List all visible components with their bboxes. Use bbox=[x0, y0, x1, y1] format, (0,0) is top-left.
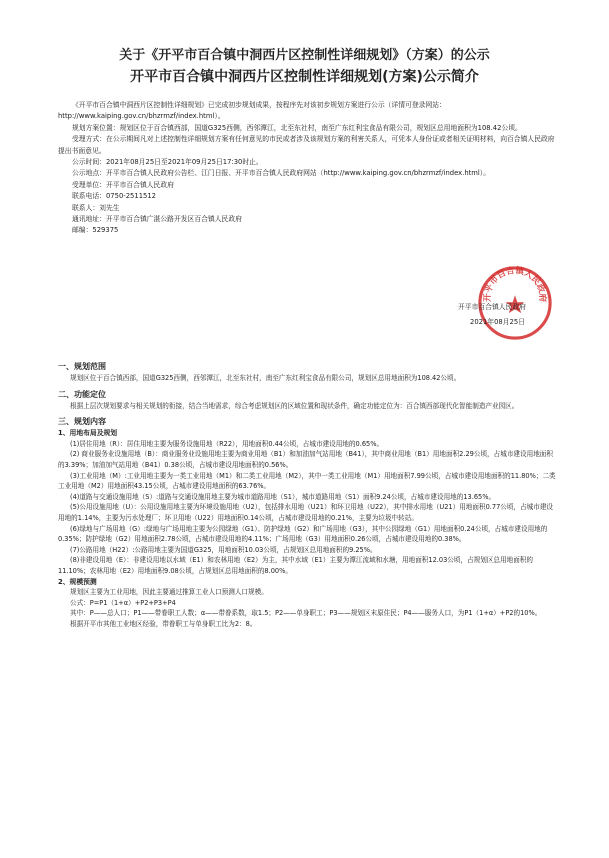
seal-text: 开平市百合镇人民政府 bbox=[482, 265, 548, 303]
population-formula: 公式：P=P1（1+α）+P2+P3+P4 bbox=[70, 598, 176, 607]
notice-intro bbox=[58, 100, 557, 237]
population-ratio: 根据开平市其他工业地区经验，带眷职工与单身职工比为2：8。 bbox=[70, 619, 257, 628]
population-text: 规划区主要为工业用地，因此主要通过推算工业人口预测人口规模。 bbox=[70, 588, 268, 597]
land-use-item: (5)公用设施用地（U）：公用设施用地主要为环境设施用地（U2），包括排水用地（U21）和环卫用地（U22），其中排水用地（U21）用地面积0.77公顷，占城市建设用地的1.14%，主要为污水处理厂；环卫用地（U22）用地面积0.14公顷，占城市建设用地的0.21%，主要为垃圾中转站。 bbox=[58, 503, 554, 522]
notice-title: 关于《开平市百合镇中洞西片区控制性详细规划》（方案）的公示 bbox=[119, 48, 490, 63]
land-use-item: (2) 商业服务业设施用地（B）：商业服务业设施用地主要为商业用地（B1）和加油加气站用地（B41），其中商业用地（B1）用地面积2.29公顷，占城市建设用地面积的3.39%；加油加气站用地（B41）0.38公顷，占城市建设用地面积的0.56%。 bbox=[58, 450, 553, 469]
land-use-item: (3)工业用地（M）:工业用地主要为一类工业用地（M1）和二类工业用地（M2），其中一类工业用地（M1）用地面积7.99公顷，占城市建设用地面积的11.80%；二类工业用地（M2）用地面积43.15公顷，占城市建设用地面积的63.76%。 bbox=[58, 471, 556, 491]
subsection-title-land-use: 1、用地布局及规划 bbox=[58, 429, 118, 438]
signing-organization: 开平市百合镇人民政府 bbox=[458, 303, 526, 311]
land-use-item: (7)公路用地（H22）:公路用地主要为国道G325，用地面积10.03公顷，占规划区总用地面积的9.25%。 bbox=[70, 545, 377, 554]
population-formula-notes: 其中：P——总人口；P1——带眷职工人数；α——带眷系数，取1.5；P2——单身职工；P3——规划区末原住民；P4——服务人口，为P1（1+α）+P2的10%。 bbox=[70, 609, 542, 618]
section-title-scope: 一、规划范围 bbox=[58, 362, 106, 371]
plan-location: 规划方案位置：规划区位于百合镇西部，国道G325西侧，西邻潭江，北至东社村，南至广东红利宝食品有限公司，规划区总用地面积为108.42公顷。 bbox=[72, 123, 522, 132]
plan-summary bbox=[58, 356, 557, 629]
notice-location: 公示地点：开平市百合镇人民政府公告栏、江门日报、开平市百合镇人民政府网站（http://www.kaiping.gov.cn/bhzrmzf/index.html）。 bbox=[72, 169, 491, 178]
contact-person: 联系人：刘先生 bbox=[72, 203, 120, 212]
acceptance-method: 受理方式：在公示期间凡对上述控制性详细规划方案有任何意见的市民或者涉及该规划方案的利害关系人，可凭本人身份证或者相关证明材料，向百合镇人民政府提出书面意见。 bbox=[58, 135, 555, 155]
accepting-unit: 受理单位：开平市百合镇人民政府 bbox=[72, 180, 174, 189]
land-use-item: (4)道路与交通设施用地（S）:道路与交通设施用地主要为城市道路用地（S1），城市道路用地（S1）面积9.24公顷，占城市建设用地的13.65%。 bbox=[70, 492, 496, 501]
notice-subtitle: 开平市百合镇中洞西片区控制性详细规划(方案)公示简介 bbox=[130, 69, 479, 85]
contact-phone: 联系电话：0750-2511512 bbox=[72, 192, 157, 201]
section-text-scope: 规划区位于百合镇西部，国道G325西侧，西邻潭江，北至东社村，南至广东红利宝食品有限公司，规划区总用地面积为108.42公顷。 bbox=[70, 374, 461, 382]
section-text-function: 根据上层次规划要求与相关规划的衔接，结合当地需求，综合考虑规划区的区域位置和现状条件，确定功能定位为：百合镇西部现代化智能制造产业园区。 bbox=[70, 401, 519, 410]
land-use-item: (6)绿地与广场用地（G）:绿地与广场用地主要为公园绿地（G1）、防护绿地（G2）和广场用地（G3），其中公园绿地（G1）用地面积0.24公顷，占城市建设用地的0.35%；防护绿地（G2）用地面积2.78公顷，占城市建设用地的4.11%；广场用地（G3）用地面积0.26公顷，占城市建设用地的0.38%。 bbox=[58, 524, 548, 544]
land-use-item: (1)居住用地（R）：居住用地主要为服务设施用地（R22），用地面积0.44公顷，占城市建设用地的0.65%。 bbox=[70, 439, 384, 448]
section-title-function: 二、功能定位 bbox=[58, 389, 106, 399]
section-title-content: 三、规划内容 bbox=[58, 417, 106, 427]
mailing-address: 通讯地址：开平市百合镇广湛公路开发区百合镇人民政府 bbox=[72, 215, 242, 224]
land-use-item: (8)非建设用地（E）：非建设用地以水域（E1）和农林用地（E2）为主，其中水域（E1）主要为潭江流域和水塘，用地面积12.03公顷，占规划区总用地面积的11.10%；农林用地（E2）用地面积9.08公顷，占规划区总用地面积的8.00%。 bbox=[58, 556, 533, 575]
subsection-title-scale: 2、规模预测 bbox=[58, 577, 97, 586]
signing-date: 2021年08月25日 bbox=[470, 318, 525, 326]
notice-period: 公示时间：2021年08月25日至2021年09月25日17:30时止。 bbox=[72, 158, 263, 167]
postal-code: 邮编：529375 bbox=[72, 226, 119, 235]
intro-paragraph: 《开平市百合镇中洞西片区控制性详细规划》已完成初步规划成果，按程序先对该初步规划方案进行公示（详情可登录网站：http://www.kaiping.gov.cn/bhzrmzf/index.html）。 bbox=[58, 101, 446, 121]
